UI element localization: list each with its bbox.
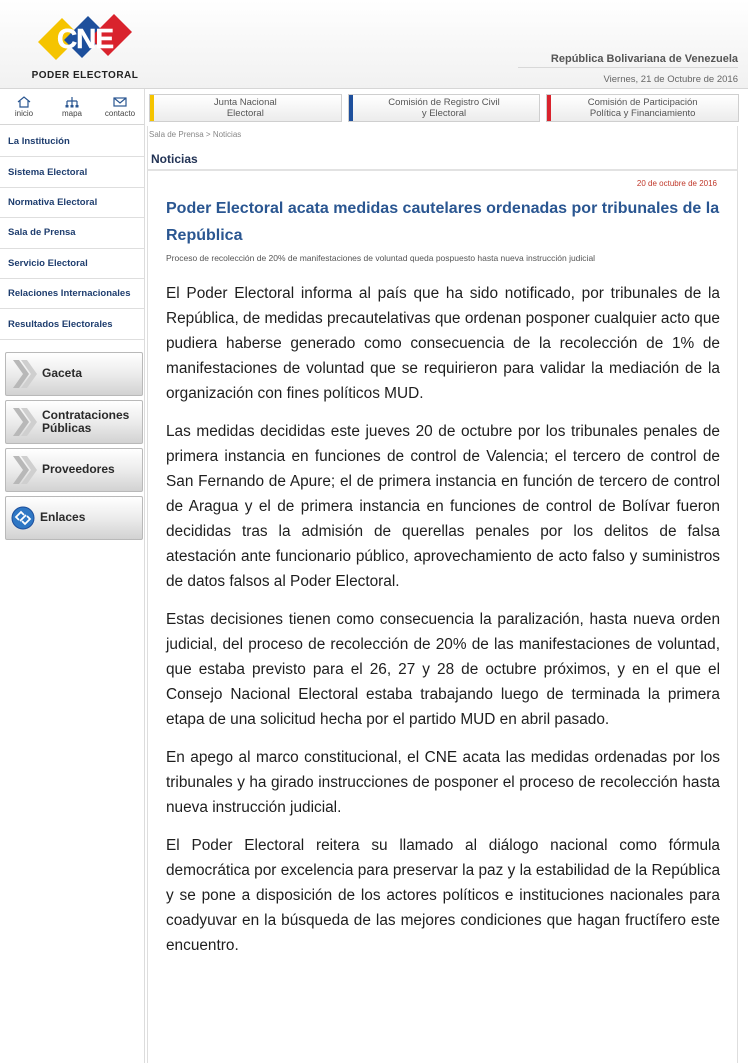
sidebar-item-normativa-electoral[interactable]: Normativa Electoral [0,188,144,218]
tab-participacion-politica[interactable] [546,94,739,122]
enlaces-label: Enlaces [40,510,86,525]
header-divider [518,67,738,68]
tab-registro-civil-electoral[interactable] [348,94,541,122]
mail-icon [113,96,127,108]
contrataciones-line1: Contrataciones [42,407,130,422]
quick-link-mapa[interactable] [48,89,96,124]
chevron-icon [10,453,38,487]
home-icon [17,96,31,108]
top-tabs [149,94,739,122]
article-paragraph: En apego al marco constitucional, el CNE acata las medidas ordenadas por los tribunales y ha girado instrucciones de posponer el proceso de recolección hasta nueva instrucción judicial. [166,749,720,816]
tab-label-line2: Política y Financiamiento [589,108,696,119]
section-divider [148,169,737,171]
quick-links [0,89,144,125]
chevron-icon [10,357,38,391]
sidebar-item-institucion[interactable]: La Institución [0,127,144,157]
enlaces-button[interactable] [5,496,143,540]
article-paragraph: Las medidas decididas este jueves 20 de octubre por los tribunales penales de primera instancia en funciones de control de Valencia; el tercero de control de San Fernando de Apure; el de primera instancia en función de tercero de control de Aragua y el de primera instancia en funciones de control de Bolívar fueron decididas tras la admisión de querellas penales por los delitos de falsa atestación ante funcionario público, aprovechamiento de acto falso y suministros de datos falsos al Poder Electoral. [166,423,720,590]
article-paragraph: Estas decisiones tienen como consecuencia la paralización, hasta nueva orden judicial, del proceso de recolección de 20% de las manifestaciones de voluntad, que estaba previsto para el 26, 27 y 28 de octubre próximos, y en el que el Consejo Nacional Electoral estaba trabajando luego de terminada la primera etapa de una solicitud hecha por el partido MUD en abril pasado. [166,611,720,728]
contrataciones-label [42,409,129,435]
section-title: Noticias [151,152,198,166]
sidebar-item-resultados-electorales[interactable]: Resultados Electorales [0,309,144,339]
contrataciones-line2: Públicas [42,420,92,435]
tab-label-line2: y Electoral [421,108,467,119]
quick-link-label: mapa [61,108,82,118]
sitemap-icon [65,96,79,108]
country-name: República Bolivariana de Venezuela [550,53,738,65]
cne-logo-mark [36,12,134,64]
tab-label [388,97,499,119]
tab-label-line1: Comisión de Registro Civil [388,97,500,108]
contrataciones-publicas-button[interactable] [5,400,143,444]
quick-link-label: contacto [104,108,136,118]
chevron-icon [10,405,38,439]
gaceta-label: Gaceta [42,366,83,381]
cne-logo[interactable] [30,12,140,84]
sidebar-item-sistema-electoral[interactable]: Sistema Electoral [0,157,144,187]
quick-link-contacto[interactable] [96,89,144,124]
article-date: 20 de octubre de 2016 [636,179,717,188]
quick-link-label: inicio [14,108,34,118]
proveedores-label: Proveedores [42,462,115,477]
tab-label [588,97,698,119]
gaceta-button[interactable] [5,352,143,396]
tab-label-line1: Comisión de Participación [587,97,698,108]
sidebar [0,89,145,1063]
article-subtitle: Proceso de recolección de 20% de manifestaciones de voluntad queda pospuesto hasta nueva instrucción judicial [166,253,596,263]
proveedores-button[interactable] [5,448,143,492]
tab-color-bar [150,95,154,121]
main-content [147,126,738,1063]
tab-junta-nacional-electoral[interactable] [149,94,342,122]
tab-label [214,97,277,119]
tab-label-line2: Electoral [226,108,264,119]
svg-text:CNE: CNE [56,23,114,54]
link-icon [10,505,36,531]
breadcrumb[interactable]: Sala de Prensa > Noticias [149,130,242,139]
site-header [0,0,748,89]
article-title: Poder Electoral acata medidas cautelares ordenadas por tribunales de la República [166,200,720,244]
sidebar-item-relaciones-internacionales[interactable]: Relaciones Internacionales [0,279,144,309]
tab-color-bar [349,95,353,121]
quick-link-inicio[interactable] [0,89,48,124]
article-paragraph: El Poder Electoral informa al país que ha sido notificado, por tribunales de la República, de medidas precautelativas que ordenan posponer cualquier acto que pudiera haberse generado como consecuencia de la recolección de 1% de manifestaciones de voluntad que se requirieron para validar la mediación de la organización con fines políticos MUD. [166,285,720,402]
tab-color-bar [547,95,551,121]
tab-label-line1: Junta Nacional [213,97,277,108]
sidebar-item-servicio-electoral[interactable]: Servicio Electoral [0,249,144,279]
article-paragraph: El Poder Electoral reitera su llamado al diálogo nacional como fórmula democrática por excelencia para preservar la paz y la estabilidad de la República y se pone a disposición de los actores políticos e instituciones nacionales para coadyuvar en la búsqueda de las mejores condiciones que hagan fructífero este encuentro. [166,837,720,954]
logo-subtitle: PODER ELECTORAL [31,70,139,81]
article-body [166,281,720,971]
sidebar-item-sala-de-prensa[interactable]: Sala de Prensa [0,218,144,248]
header-date: Viernes, 21 de Octubre de 2016 [603,74,738,85]
